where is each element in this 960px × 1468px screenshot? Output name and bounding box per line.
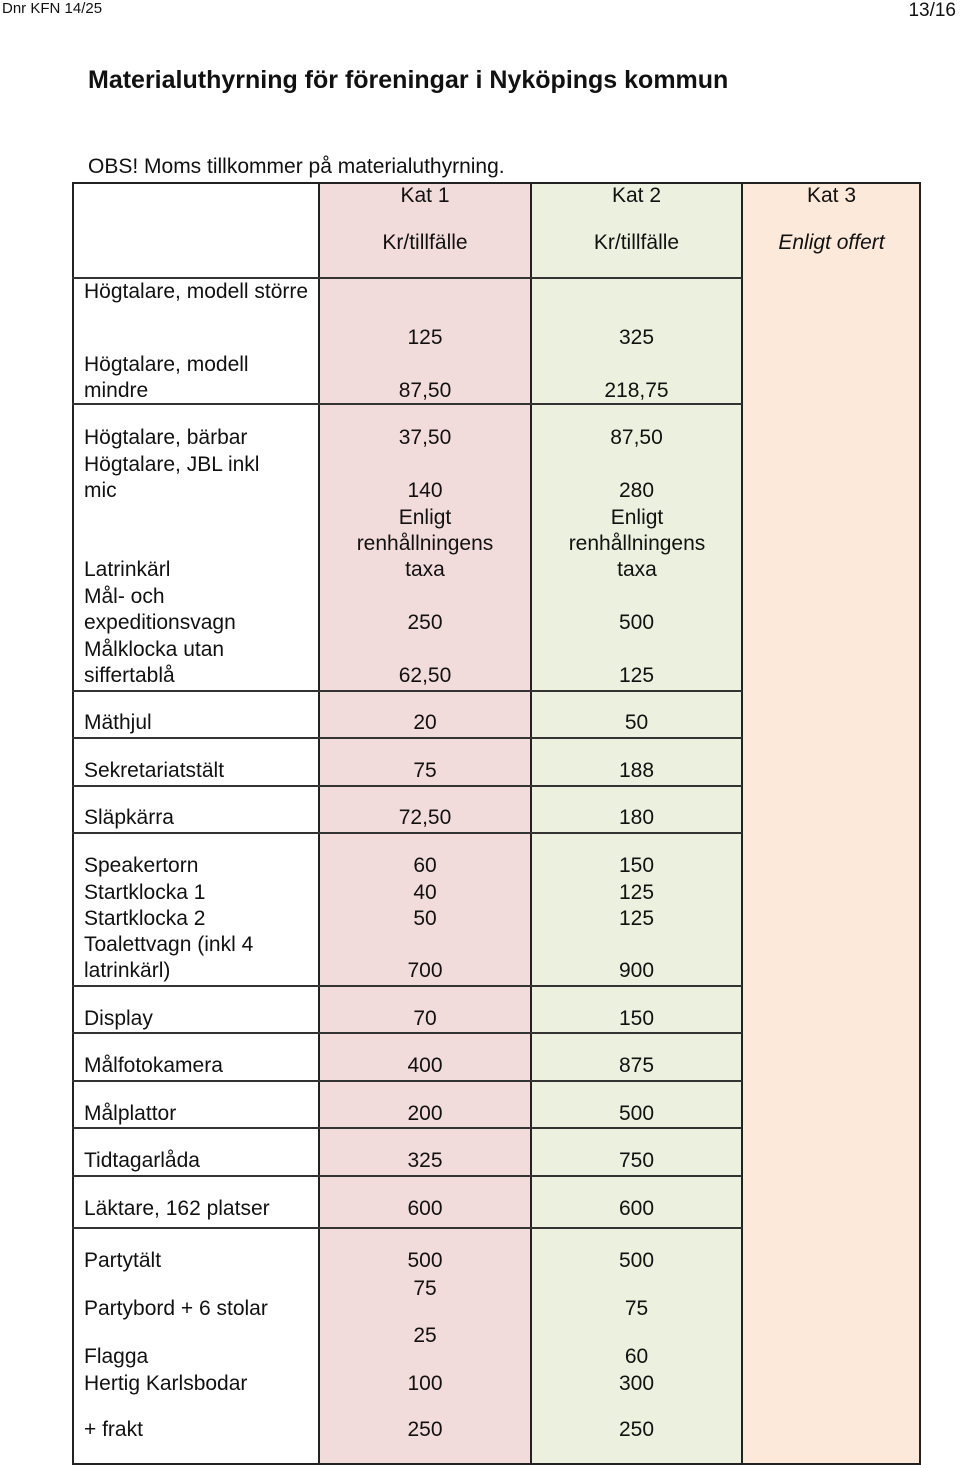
- row-name: Högtalare, modell större: [84, 280, 309, 303]
- row-kat2: 875: [618, 1054, 655, 1077]
- row-name: Speakertorn: [84, 854, 199, 877]
- vat-note: OBS! Moms tillkommer på materialuthyrning.: [88, 155, 505, 178]
- row-name: Flagga: [84, 1345, 149, 1368]
- row-name: Högtalare, JBL inkl mic: [84, 453, 260, 502]
- row-name: Toalettvagn (inkl 4 latrinkärl): [84, 933, 254, 982]
- row-kat2: 500: [618, 611, 655, 634]
- kat3-header: Kat 3: [806, 184, 857, 207]
- row-kat1: 25: [413, 1324, 437, 1347]
- row-kat2: 125: [618, 881, 655, 904]
- row-divider: [72, 1032, 742, 1034]
- row-kat1: 250: [407, 611, 443, 634]
- row-name: Målfotokamera: [84, 1054, 223, 1077]
- row-name: Latrinkärl: [84, 558, 171, 581]
- row-name: Släpkärra: [84, 806, 174, 829]
- row-kat2: 600: [618, 1197, 655, 1220]
- row-name: Högtalare, modell mindre: [84, 353, 249, 402]
- kat2-unit: Kr/tillfälle: [593, 231, 680, 254]
- kat3-unit: Enligt offert: [778, 231, 885, 254]
- row-kat1: 62,50: [398, 664, 452, 687]
- row-name: Målplattor: [84, 1102, 177, 1125]
- row-kat1: 140: [407, 479, 443, 502]
- row-name: Tidtagarlåda: [84, 1149, 200, 1172]
- row-kat1: 60: [413, 854, 437, 877]
- row-kat1: 75: [413, 759, 437, 782]
- kat1-header: Kat 1: [400, 184, 450, 207]
- row-kat2: 60: [624, 1345, 649, 1368]
- row-kat1: 20: [413, 711, 437, 734]
- row-kat1: 100: [407, 1372, 443, 1395]
- row-kat1: 37,50: [398, 426, 452, 449]
- row-name: Sekretariatstält: [84, 759, 225, 782]
- row-kat1: 87,50: [398, 379, 452, 402]
- page-title: Materialuthyrning för föreningar i Nyköpings kommun: [88, 66, 729, 94]
- row-kat1: 700: [407, 959, 443, 982]
- row-kat1: 200: [407, 1102, 443, 1125]
- row-name: Display: [84, 1007, 153, 1030]
- row-divider: [72, 1127, 742, 1129]
- row-kat2: 250: [618, 1418, 655, 1441]
- row-kat2: Enligt renhållningens taxa: [568, 506, 706, 581]
- row-kat2: 500: [618, 1102, 655, 1125]
- page-number: 13/16: [908, 0, 956, 21]
- row-kat2: 150: [618, 1007, 655, 1030]
- row-kat1: 325: [407, 1149, 443, 1172]
- row-divider: [72, 1080, 742, 1082]
- kat2-header: Kat 2: [611, 184, 662, 207]
- row-kat2: 125: [618, 664, 655, 687]
- row-kat1: 125: [407, 326, 443, 349]
- row-kat2: 180: [618, 806, 655, 829]
- row-kat2: 87,50: [610, 426, 663, 449]
- row-divider: [72, 832, 742, 834]
- row-name: Mål- och expeditionsvagn: [84, 585, 236, 634]
- row-kat2: 500: [618, 1249, 655, 1272]
- row-name: Mäthjul: [84, 711, 152, 734]
- row-kat1: 50: [413, 907, 437, 930]
- row-divider: [72, 1227, 742, 1229]
- row-divider: [72, 785, 742, 787]
- row-name: Hertig Karlsbodar: [84, 1372, 248, 1395]
- row-divider: [72, 690, 742, 692]
- row-name: Högtalare, bärbar: [84, 426, 248, 449]
- row-name: Partytält: [84, 1249, 162, 1272]
- row-kat1: 72,50: [398, 806, 452, 829]
- row-kat1: 250: [407, 1418, 443, 1441]
- kat1-unit: Kr/tillfälle: [382, 231, 468, 254]
- row-kat2: 750: [618, 1149, 655, 1172]
- row-name: Partybord + 6 stolar: [84, 1297, 268, 1320]
- row-divider: [72, 737, 742, 739]
- row-name: + frakt: [84, 1418, 143, 1441]
- row-divider: [72, 1175, 742, 1177]
- row-kat1: 70: [413, 1007, 437, 1030]
- row-kat2: 75: [624, 1297, 649, 1320]
- row-kat2: 150: [618, 854, 655, 877]
- row-kat1: 600: [407, 1197, 443, 1220]
- row-kat2: 188: [618, 759, 655, 782]
- row-kat1: 500: [407, 1249, 443, 1272]
- row-kat2: 125: [618, 907, 655, 930]
- row-name: Startklocka 1: [84, 881, 206, 904]
- row-divider: [72, 985, 742, 987]
- row-kat2: 50: [624, 711, 649, 734]
- row-kat1: 75: [413, 1277, 437, 1300]
- row-kat2: 325: [618, 326, 655, 349]
- row-kat2: 280: [618, 479, 655, 502]
- row-kat2: 900: [618, 959, 655, 982]
- row-name: Målklocka utan siffertablå: [84, 638, 225, 687]
- row-kat1: 40: [413, 881, 437, 904]
- row-kat2: 218,75: [604, 379, 669, 402]
- row-kat2: 300: [618, 1372, 655, 1395]
- row-name: Läktare, 162 platser: [84, 1197, 270, 1220]
- row-kat1: 400: [407, 1054, 443, 1077]
- row-kat1: Enligt renhållningens taxa: [356, 506, 494, 581]
- row-name: Startklocka 2: [84, 907, 206, 930]
- document-reference: Dnr KFN 14/25: [2, 0, 103, 17]
